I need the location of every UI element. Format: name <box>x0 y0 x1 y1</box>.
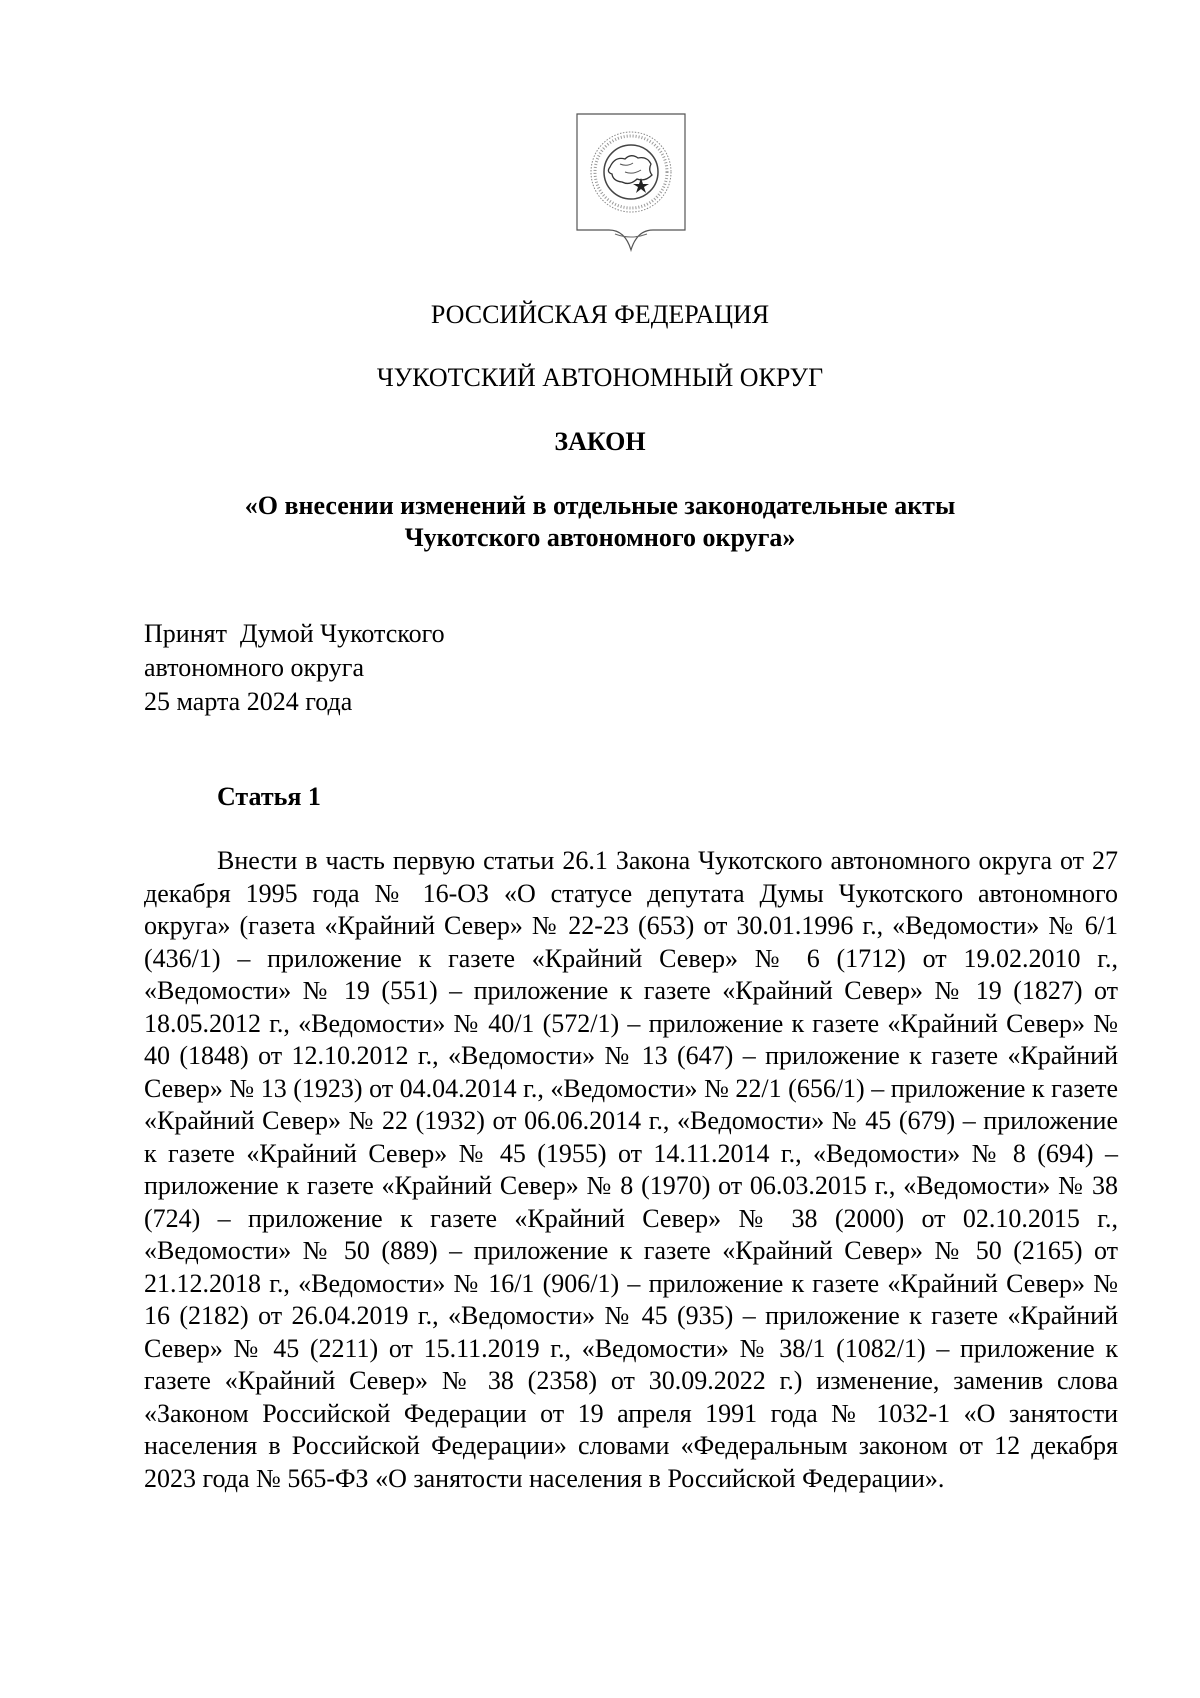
region-heading: ЧУКОТСКИЙ АВТОНОМНЫЙ ОКРУГ <box>376 363 824 392</box>
article-1-text: Внести в часть первую статьи 26.1 Закона Чукотского автономного округа от 27 декабря 1995 года № 16-ОЗ «О статусе депутата Думы Чукотского автономного округа» (газета «Крайний Север» № 22-23 (653) от 30.01.1996 г., «Ведомости» № 6/1 (436/1) – приложение к газете «Крайний Север» № 6 (1712) от 19.02.2010 г., «Ведомости» № 19 (551) – приложение к газете «Крайний Север» № 19 (1827) от 18.05.2012 г., «Ведомости» № 40/1 (572/1) – приложение к газете «Крайний Север» № 40 (1848) от 12.10.2012 г., «Ведомости» № 13 (647) – приложение к газете «Крайний Север» № 13 (1923) от 04.04.2014 г., «Ведомости» № 22/1 (656/1) – приложение к газете «Крайний Север» № 22 (1932) от 06.06.2014 г., «Ведомости» № 45 (679) – приложение к газете «Крайний Север» № 45 (1955) от 14.11.2014 г., «Ведомости» № 8 (694) – приложение к газете «Крайний Север» № 8 (1970) от 06.03.2015 г., «Ведомости» № 38 (724) – приложение к газете «Крайний Север» № 38 (2000) от 02.10.2015 г., «Ведомости» № 50 (889) – приложение к газете «Крайний Север» № 50 (2165) от 21.12.2018 г., «Ведомости» № 16/1 (906/1) – приложение к газете «Крайний Север» № 16 (2182) от 26.04.2019 г., «Ведомости» № 45 (935) – приложение к газете «Крайний Север» № 45 (2211) от 15.11.2019 г., «Ведомости» № 38/1 (1082/1) – приложение к газете «Крайний Север» № 38 (2358) от 30.09.2022 г.) изменение, заменив слова «Законом Российской Федерации от 19 апреля 1991 года № 1032-1 «О занятости населения в Российской Федерации» словами «Федеральным законом от 12 декабря 2023 года № 565-ФЗ «О занятости населения в Российской Федерации». <box>144 846 1118 1493</box>
adoption-block <box>144 617 445 719</box>
country-heading: РОССИЙСКАЯ ФЕДЕРАЦИЯ <box>430 300 770 329</box>
document-type-heading: ЗАКОН <box>554 427 646 456</box>
chukotka-coat-of-arms-icon <box>575 112 687 262</box>
adoption-date: 25 марта 2024 года <box>144 687 353 716</box>
law-title-line-2: Чукотского автономного округа» <box>404 523 796 552</box>
adoption-line-2: автономного округа <box>144 653 364 682</box>
law-title-line-1: «О внесении изменений в отдельные законодательные акты <box>244 491 956 520</box>
article-1-heading: Статья 1 <box>217 782 321 811</box>
adoption-line-1: Принят Думой Чукотского <box>144 619 445 648</box>
